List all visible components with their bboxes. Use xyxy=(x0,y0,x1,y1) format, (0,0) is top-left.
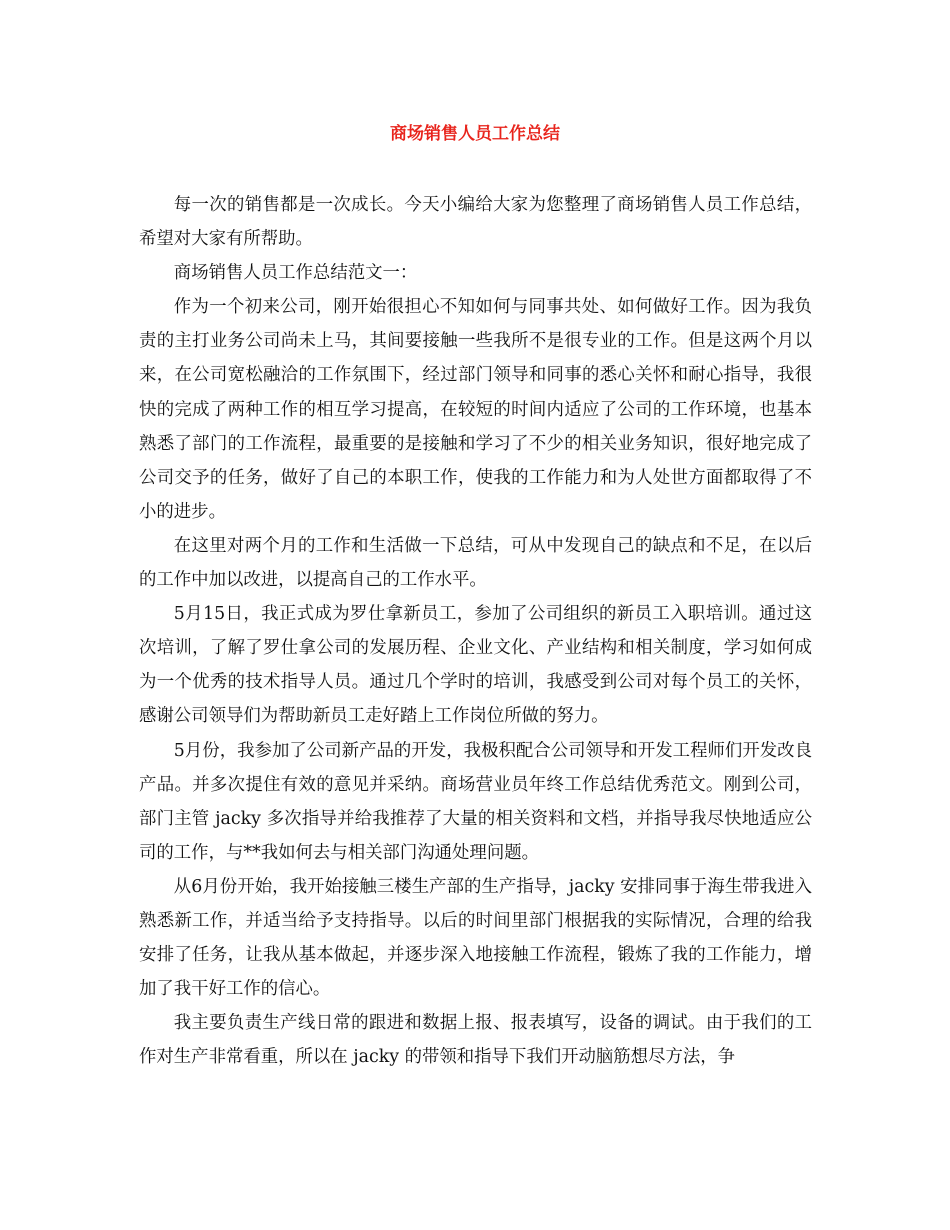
document-title: 商场销售人员工作总结 xyxy=(390,124,560,144)
paragraph: 5月15日，我正式成为罗仕拿新员工，参加了公司组织的新员工入职培训。通过这次培训，了解了罗仕拿公司的发展历程、企业文化、产业结构和相关制度，学习如何成为一个优秀的技术指导人员。通过几个学时的培训，我感受到公司对每个员工的关怀，感谢公司领导们为帮助新员工走好踏上工作岗位所做的努力。 xyxy=(139,604,812,727)
paragraph: 从6月份开始，我开始接触三楼生产部的生产指导，jacky 安排同事于海生带我进入熟悉新工作，并适当给予支持指导。以后的时间里部门根据我的实际情况，合理的给我安排了任务，让我从基本做起，并逐步深入地接触工作流程，锻炼了我的工作能力，增加了我干好工作的信心。 xyxy=(139,876,812,1000)
paragraph-section-heading: 商场销售人员工作总结范文一： xyxy=(173,263,418,284)
paragraph: 5月份，我参加了公司新产品的开发，我极积配合公司领导和开发工程师们开发改良产品。并多次提住有效的意见并采纳。商场营业员年终工作总结优秀范文。刚到公司，部门主管 jacky 多次指导并给我推荐了大量的相关资料和文档，并指导我尽快地适应公司的工作，与**我如何去与相关部门沟通处理问题。 xyxy=(139,740,812,863)
document-body xyxy=(139,188,812,1074)
paragraph: 在这里对两个月的工作和生活做一下总结，可从中发现自己的缺点和不足，在以后的工作中加以改进，以提高自己的工作水平。 xyxy=(139,535,812,591)
paragraph: 我主要负责生产线日常的跟进和数据上报、报表填写，设备的调试。由于我们的工作对生产非常看重，所以在 jacky 的带领和指导下我们开动脑筋想尽方法，争 xyxy=(139,1013,812,1068)
paragraph: 作为一个初来公司，刚开始很担心不知如何与同事共处、如何做好工作。因为我负责的主打业务公司尚未上马，其间要接触一些我所不是很专业的工作。但是这两个月以来，在公司宽松融洽的工作氛围下，经过部门领导和同事的悉心关怀和耐心指导，我很快的完成了两种工作的相互学习提高，在较短的时间内适应了公司的工作环境，也基本熟悉了部门的工作流程，最重要的是接触和学习了不少的相关业务知识，很好地完成了公司交予的任务，做好了自己的本职工作，使我的工作能力和为人处世方面都取得了不小的进步。 xyxy=(139,297,812,522)
paragraph-intro: 每一次的销售都是一次成长。今天小编给大家为您整理了商场销售人员工作总结，希望对大家有所帮助。 xyxy=(139,195,812,250)
